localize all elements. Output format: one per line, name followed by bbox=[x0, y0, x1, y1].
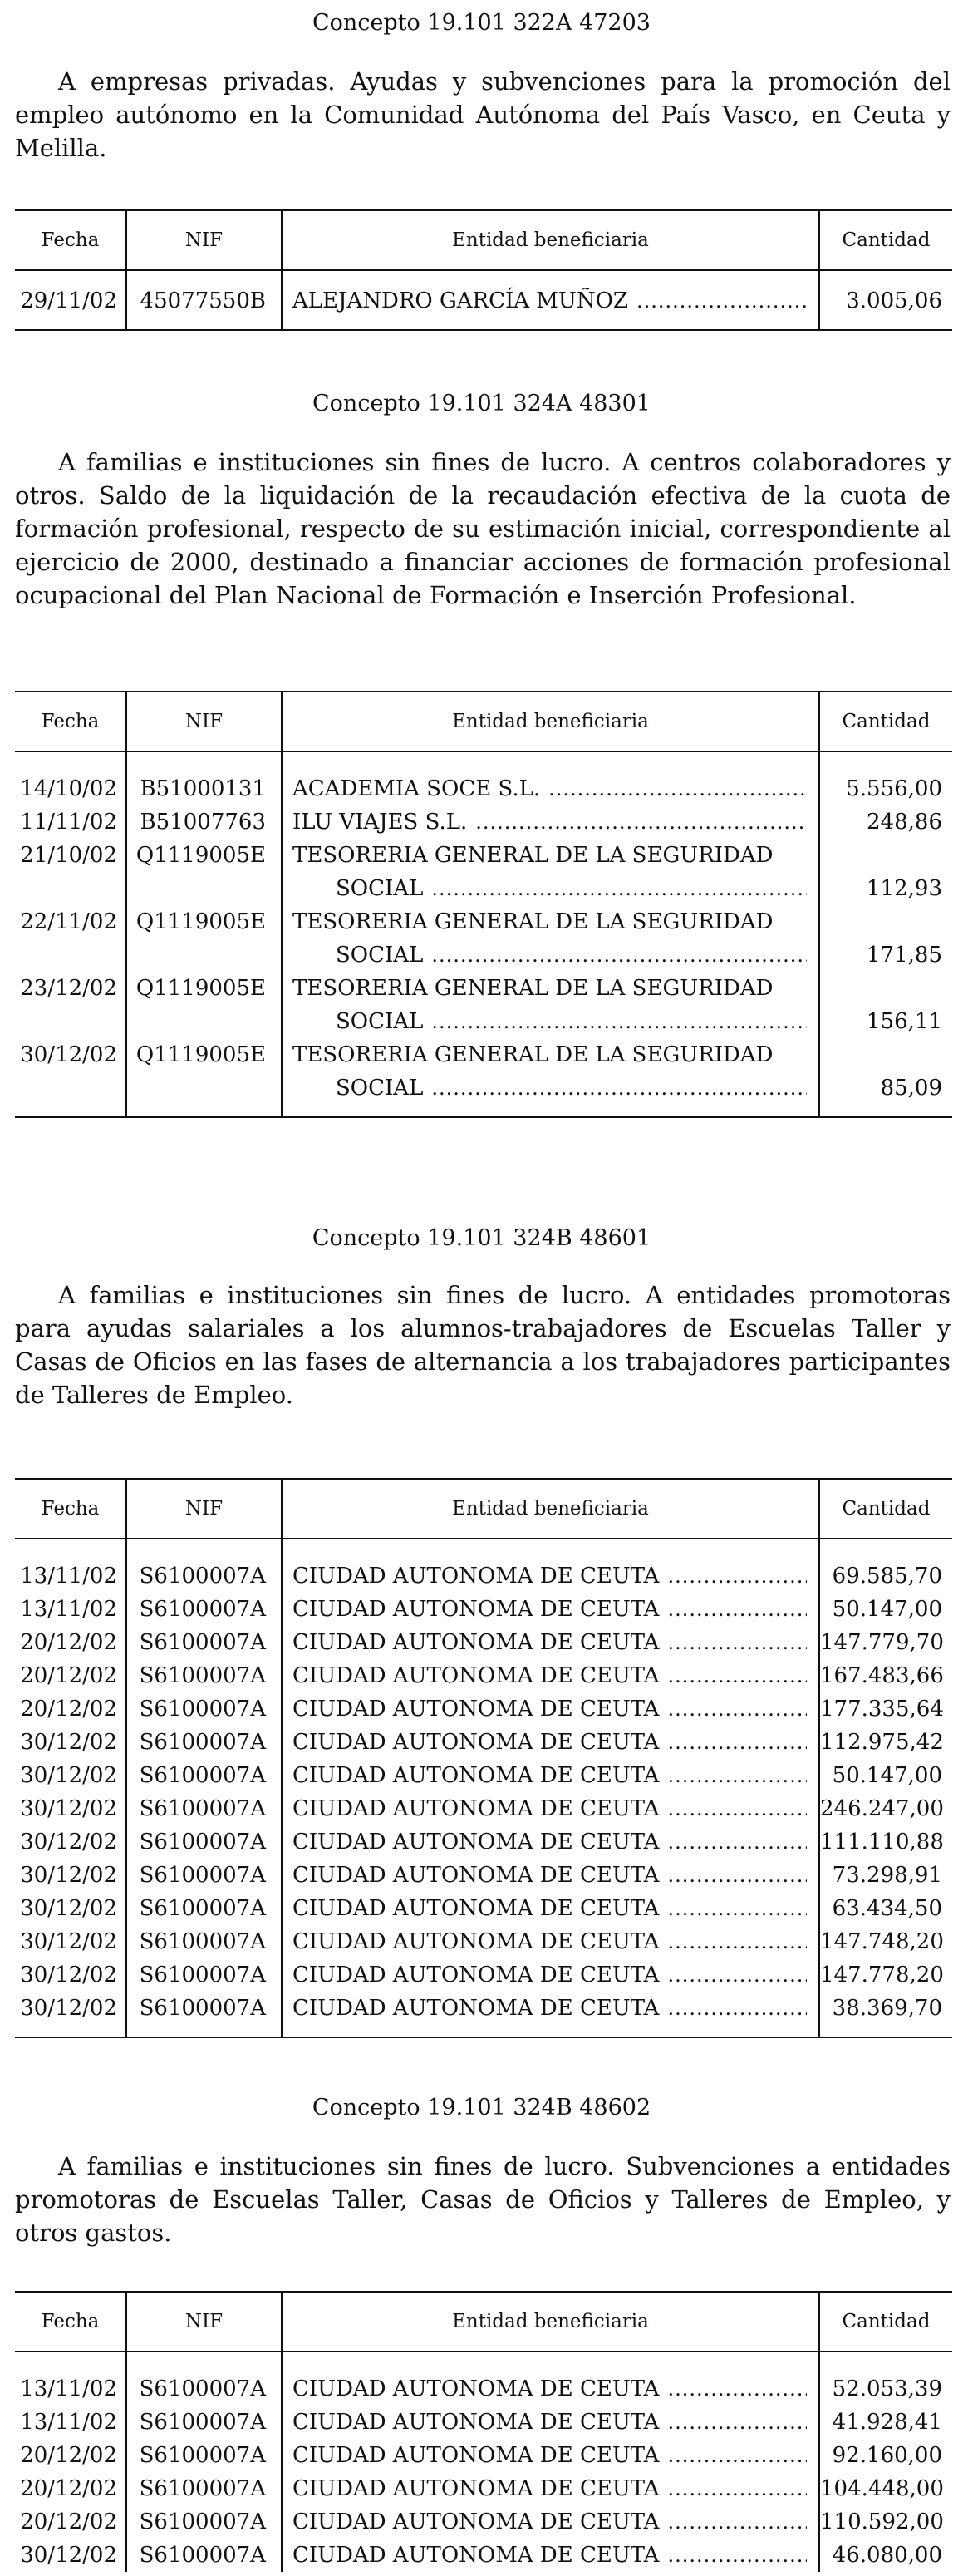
dot-leader bbox=[667, 1659, 807, 1692]
cantidad-cell: 147.779,70 bbox=[819, 1626, 952, 1659]
dot-leader bbox=[636, 284, 807, 318]
entidad-name: CIUDAD AUTONOMA DE CEUTA bbox=[292, 1929, 660, 1954]
entidad-name-continued: SOCIAL bbox=[336, 943, 424, 968]
concepto-heading: Concepto 19.101 324B 48601 bbox=[312, 1225, 651, 1251]
cantidad-cell: 147.748,20 bbox=[819, 1925, 952, 1958]
nif-cell: Q1119005E bbox=[126, 905, 282, 972]
fecha-cell: 20/12/02 bbox=[20, 2476, 117, 2501]
entidad-name: TESORERIA GENERAL DE LA SEGURIDAD bbox=[292, 909, 774, 934]
dot-leader bbox=[431, 1005, 807, 1038]
entidad-name: ALEJANDRO GARCÍA MUÑOZ bbox=[292, 288, 628, 313]
nif-cell: B51000131 bbox=[126, 772, 282, 805]
entidad-cell bbox=[282, 2372, 819, 2406]
dot-leader bbox=[667, 1892, 807, 1925]
table-row bbox=[15, 1659, 952, 1692]
cantidad-cell: 104.448,00 bbox=[819, 2472, 952, 2505]
nif-cell: B51007763 bbox=[126, 805, 282, 839]
fecha-cell: 22/11/02 bbox=[20, 909, 117, 934]
table-row bbox=[15, 1593, 952, 1626]
cantidad-cell bbox=[819, 905, 952, 972]
table-row bbox=[15, 1925, 952, 1958]
fecha-cell: 11/11/02 bbox=[20, 810, 117, 835]
nif-cell: S6100007A bbox=[126, 2472, 282, 2505]
table-row bbox=[15, 284, 952, 318]
entidad-cell bbox=[282, 284, 819, 318]
table-row bbox=[15, 2025, 952, 2037]
entidad-name: CIUDAD AUTONOMA DE CEUTA bbox=[292, 1896, 660, 1921]
fecha-cell: 29/11/02 bbox=[20, 288, 117, 313]
header-fecha: Fecha bbox=[15, 692, 126, 751]
table-row bbox=[15, 751, 952, 772]
table-row bbox=[15, 1559, 952, 1593]
dot-leader bbox=[475, 805, 807, 839]
table-row bbox=[15, 1038, 952, 1105]
nif-cell: S6100007A bbox=[126, 2372, 282, 2406]
entidad-name-continued: SOCIAL bbox=[336, 876, 424, 901]
cantidad-cell: 46.080,00 bbox=[819, 2539, 952, 2572]
nif-cell: S6100007A bbox=[126, 1626, 282, 1659]
table-row bbox=[15, 772, 952, 805]
entidad-name: CIUDAD AUTONOMA DE CEUTA bbox=[292, 1996, 660, 2021]
cantidad-cell: 147.778,20 bbox=[819, 1958, 952, 1992]
fecha-cell: 13/11/02 bbox=[20, 2377, 117, 2401]
fecha-cell: 30/12/02 bbox=[20, 1863, 117, 1888]
header-fecha: Fecha bbox=[15, 1479, 126, 1539]
cantidad-cell: 73.298,91 bbox=[819, 1859, 952, 1892]
entidad-cell bbox=[282, 772, 819, 805]
table-row bbox=[15, 805, 952, 839]
fecha-cell: 20/12/02 bbox=[20, 1697, 117, 1721]
entidad-name: CIUDAD AUTONOMA DE CEUTA bbox=[292, 1863, 660, 1888]
beneficiaries-table bbox=[15, 691, 952, 1118]
table-row bbox=[15, 1726, 952, 1759]
entidad-name: CIUDAD AUTONOMA DE CEUTA bbox=[292, 1597, 660, 1622]
header-entidad: Entidad beneficiaria bbox=[282, 692, 819, 751]
dot-leader bbox=[667, 2539, 807, 2572]
header-cantidad: Cantidad bbox=[819, 2292, 952, 2352]
nif-cell: S6100007A bbox=[126, 1859, 282, 1892]
table-row bbox=[15, 2439, 952, 2472]
fecha-cell: 30/12/02 bbox=[20, 1996, 117, 2021]
entidad-cell bbox=[282, 1792, 819, 1825]
dot-leader bbox=[667, 1559, 807, 1593]
table-row bbox=[15, 1692, 952, 1726]
nif-cell: S6100007A bbox=[126, 1759, 282, 1792]
entidad-name: CIUDAD AUTONOMA DE CEUTA bbox=[292, 1963, 660, 1987]
entidad-name: CIUDAD AUTONOMA DE CEUTA bbox=[292, 2377, 660, 2401]
dot-leader bbox=[667, 1958, 807, 1992]
table-row bbox=[15, 905, 952, 972]
nif-cell: S6100007A bbox=[126, 1692, 282, 1726]
fecha-cell: 21/10/02 bbox=[20, 843, 117, 868]
nif-cell: Q1119005E bbox=[126, 972, 282, 1038]
entidad-name: CIUDAD AUTONOMA DE CEUTA bbox=[292, 2410, 660, 2435]
cantidad-cell bbox=[819, 1038, 952, 1105]
entidad-name-continued: SOCIAL bbox=[336, 1009, 424, 1034]
entidad-cell bbox=[282, 1038, 819, 1105]
nif-cell: S6100007A bbox=[126, 2439, 282, 2472]
cantidad-cell: 5.556,00 bbox=[819, 772, 952, 805]
entidad-name: TESORERIA GENERAL DE LA SEGURIDAD bbox=[292, 976, 774, 1001]
cantidad-cell: 52.053,39 bbox=[819, 2372, 952, 2406]
fecha-cell: 30/12/02 bbox=[20, 1963, 117, 1987]
table-row bbox=[15, 270, 952, 284]
fecha-cell: 13/11/02 bbox=[20, 2410, 117, 2435]
cantidad-value: 85,09 bbox=[880, 1076, 942, 1101]
entidad-name: TESORERIA GENERAL DE LA SEGURIDAD bbox=[292, 843, 774, 868]
header-cantidad: Cantidad bbox=[819, 210, 952, 270]
entidad-cell bbox=[282, 1859, 819, 1892]
entidad-name-continued: SOCIAL bbox=[336, 1076, 424, 1101]
dot-leader bbox=[667, 2505, 807, 2539]
table-row bbox=[15, 2352, 952, 2372]
table-row bbox=[15, 2539, 952, 2572]
entidad-cell bbox=[282, 1958, 819, 1992]
fecha-cell: 30/12/02 bbox=[20, 1830, 117, 1854]
table-row bbox=[15, 1759, 952, 1792]
nif-cell: S6100007A bbox=[126, 2539, 282, 2572]
entidad-name: CIUDAD AUTONOMA DE CEUTA bbox=[292, 1763, 660, 1788]
concepto-heading: Concepto 19.101 322A 47203 bbox=[312, 10, 651, 36]
fecha-cell: 30/12/02 bbox=[20, 1763, 117, 1788]
fecha-cell: 30/12/02 bbox=[20, 1730, 117, 1755]
concepto-description: A familias e instituciones sin fines de lucro. A centros colaboradores y otros. Saldo de la liquidación de la recaudación efectiva de la cuota de formación profesional, respecto de su estimación inicial, correspondiente al ejercicio de 2000, destinado a financiar acciones de formación profesional ocupacional del Plan Nacional de Formación e Inserción Profesional. bbox=[15, 448, 951, 609]
fecha-cell: 20/12/02 bbox=[20, 1630, 117, 1655]
entidad-name: ACADEMIA SOCE S.L. bbox=[292, 776, 541, 801]
dot-leader bbox=[548, 772, 807, 805]
table-row bbox=[15, 2372, 952, 2406]
entidad-cell bbox=[282, 2406, 819, 2439]
entidad-cell bbox=[282, 1925, 819, 1958]
dot-leader bbox=[667, 1859, 807, 1892]
cantidad-cell: 92.160,00 bbox=[819, 2439, 952, 2472]
dot-leader bbox=[431, 872, 807, 905]
fecha-cell: 30/12/02 bbox=[20, 1929, 117, 1954]
entidad-cell bbox=[282, 1559, 819, 1593]
nif-cell: S6100007A bbox=[126, 1892, 282, 1925]
cantidad-cell: 41.928,41 bbox=[819, 2406, 952, 2439]
header-entidad: Entidad beneficiaria bbox=[282, 210, 819, 270]
concepto-description: A familias e instituciones sin fines de lucro. A entidades promotoras para ayudas salariales a los alumnos-trabajadores de Escuelas Taller y Casas de Oficios en las fases de alternancia a los trabajadores participantes de Talleres de Empleo. bbox=[15, 1281, 951, 1409]
fecha-cell: 13/11/02 bbox=[20, 1597, 117, 1622]
cantidad-cell: 246.247,00 bbox=[819, 1792, 952, 1825]
nif-cell: S6100007A bbox=[126, 1992, 282, 2025]
entidad-cell bbox=[282, 2539, 819, 2572]
beneficiaries-table bbox=[15, 2291, 952, 2572]
dot-leader bbox=[431, 938, 807, 972]
fecha-cell: 30/12/02 bbox=[20, 1896, 117, 1921]
dot-leader bbox=[667, 1759, 807, 1792]
entidad-name: ILU VIAJES S.L. bbox=[292, 810, 468, 835]
table-row bbox=[15, 2505, 952, 2539]
entidad-name: CIUDAD AUTONOMA DE CEUTA bbox=[292, 1730, 660, 1755]
dot-leader bbox=[667, 1692, 807, 1726]
concepto-description: A familias e instituciones sin fines de lucro. Subvenciones a entidades promotoras de Escuelas Taller, Casas de Oficios y Talleres de Empleo, y otros gastos. bbox=[15, 2152, 951, 2247]
nif-cell: S6100007A bbox=[126, 1726, 282, 1759]
header-fecha: Fecha bbox=[15, 210, 126, 270]
entidad-name: CIUDAD AUTONOMA DE CEUTA bbox=[292, 1630, 660, 1655]
beneficiaries-table bbox=[15, 1478, 952, 2038]
cantidad-cell: 38.369,70 bbox=[819, 1992, 952, 2025]
entidad-name: CIUDAD AUTONOMA DE CEUTA bbox=[292, 1564, 660, 1588]
entidad-name: CIUDAD AUTONOMA DE CEUTA bbox=[292, 2543, 660, 2568]
table-row bbox=[15, 1859, 952, 1892]
entidad-cell bbox=[282, 1892, 819, 1925]
entidad-name: TESORERIA GENERAL DE LA SEGURIDAD bbox=[292, 1042, 774, 1067]
nif-cell: S6100007A bbox=[126, 1825, 282, 1859]
cantidad-value: 171,85 bbox=[867, 943, 942, 968]
nif-cell: S6100007A bbox=[126, 1925, 282, 1958]
dot-leader bbox=[667, 1792, 807, 1825]
cantidad-cell: 50.147,00 bbox=[819, 1759, 952, 1792]
concepto-heading: Concepto 19.101 324A 48301 bbox=[312, 391, 651, 416]
cantidad-cell: 112.975,42 bbox=[819, 1726, 952, 1759]
entidad-name: CIUDAD AUTONOMA DE CEUTA bbox=[292, 1697, 660, 1721]
header-entidad: Entidad beneficiaria bbox=[282, 2292, 819, 2352]
table-row bbox=[15, 1539, 952, 1559]
table-row bbox=[15, 1992, 952, 2025]
nif-cell: S6100007A bbox=[126, 1593, 282, 1626]
table-row bbox=[15, 1105, 952, 1117]
cantidad-cell: 63.434,50 bbox=[819, 1892, 952, 1925]
nif-cell: S6100007A bbox=[126, 2406, 282, 2439]
table-row bbox=[15, 1825, 952, 1859]
entidad-cell bbox=[282, 1692, 819, 1726]
dot-leader bbox=[431, 1071, 807, 1105]
nif-cell: Q1119005E bbox=[126, 839, 282, 905]
header-nif: NIF bbox=[126, 2292, 282, 2352]
entidad-name: CIUDAD AUTONOMA DE CEUTA bbox=[292, 1663, 660, 1688]
entidad-name: CIUDAD AUTONOMA DE CEUTA bbox=[292, 2476, 660, 2501]
table-row bbox=[15, 318, 952, 330]
entidad-cell bbox=[282, 972, 819, 1038]
header-entidad: Entidad beneficiaria bbox=[282, 1479, 819, 1539]
table-row bbox=[15, 2472, 952, 2505]
dot-leader bbox=[667, 2439, 807, 2472]
header-nif: NIF bbox=[126, 210, 282, 270]
header-nif: NIF bbox=[126, 1479, 282, 1539]
fecha-cell: 20/12/02 bbox=[20, 1663, 117, 1688]
cantidad-cell: 177.335,64 bbox=[819, 1692, 952, 1726]
entidad-name: CIUDAD AUTONOMA DE CEUTA bbox=[292, 2443, 660, 2468]
cantidad-value: 112,93 bbox=[867, 876, 942, 901]
header-fecha: Fecha bbox=[15, 2292, 126, 2352]
dot-leader bbox=[667, 1825, 807, 1859]
table-row bbox=[15, 1892, 952, 1925]
dot-leader bbox=[667, 2406, 807, 2439]
entidad-cell bbox=[282, 1659, 819, 1692]
cantidad-cell: 167.483,66 bbox=[819, 1659, 952, 1692]
entidad-cell bbox=[282, 805, 819, 839]
header-cantidad: Cantidad bbox=[819, 1479, 952, 1539]
entidad-cell bbox=[282, 905, 819, 972]
fecha-cell: 30/12/02 bbox=[20, 1796, 117, 1821]
fecha-cell: 14/10/02 bbox=[20, 776, 117, 801]
cantidad-cell: 248,86 bbox=[819, 805, 952, 839]
dot-leader bbox=[667, 1626, 807, 1659]
table-row bbox=[15, 1626, 952, 1659]
dot-leader bbox=[667, 2372, 807, 2406]
beneficiaries-table bbox=[15, 209, 952, 331]
entidad-name: CIUDAD AUTONOMA DE CEUTA bbox=[292, 1796, 660, 1821]
header-nif: NIF bbox=[126, 692, 282, 751]
entidad-cell bbox=[282, 1726, 819, 1759]
cantidad-cell: 50.147,00 bbox=[819, 1593, 952, 1626]
cantidad-value: 156,11 bbox=[867, 1009, 942, 1034]
entidad-cell bbox=[282, 1593, 819, 1626]
cantidad-cell: 3.005,06 bbox=[819, 284, 952, 318]
concepto-heading: Concepto 19.101 324B 48602 bbox=[312, 2095, 651, 2120]
fecha-cell: 30/12/02 bbox=[20, 1042, 117, 1067]
fecha-cell: 20/12/02 bbox=[20, 2443, 117, 2468]
entidad-cell bbox=[282, 2472, 819, 2505]
table-row bbox=[15, 839, 952, 905]
nif-cell: S6100007A bbox=[126, 2505, 282, 2539]
fecha-cell: 23/12/02 bbox=[20, 976, 117, 1001]
dot-leader bbox=[667, 1593, 807, 1626]
fecha-cell: 30/12/02 bbox=[20, 2543, 117, 2568]
table-row bbox=[15, 2406, 952, 2439]
nif-cell: Q1119005E bbox=[126, 1038, 282, 1105]
nif-cell: S6100007A bbox=[126, 1559, 282, 1593]
entidad-name: CIUDAD AUTONOMA DE CEUTA bbox=[292, 2510, 660, 2534]
concepto-description: A empresas privadas. Ayudas y subvenciones para la promoción del empleo autónomo en la Comunidad Autónoma del País Vasco, en Ceuta y Melilla. bbox=[15, 67, 951, 162]
dot-leader bbox=[667, 2472, 807, 2505]
cantidad-cell: 110.592,00 bbox=[819, 2505, 952, 2539]
table-row bbox=[15, 972, 952, 1038]
table-row bbox=[15, 1792, 952, 1825]
nif-cell: S6100007A bbox=[126, 1659, 282, 1692]
fecha-cell: 20/12/02 bbox=[20, 2510, 117, 2534]
dot-leader bbox=[667, 1726, 807, 1759]
table-row bbox=[15, 1958, 952, 1992]
nif-cell: S6100007A bbox=[126, 1792, 282, 1825]
entidad-cell bbox=[282, 1825, 819, 1859]
nif-cell: S6100007A bbox=[126, 1958, 282, 1992]
entidad-cell bbox=[282, 1992, 819, 2025]
fecha-cell: 13/11/02 bbox=[20, 1564, 117, 1588]
entidad-cell bbox=[282, 1626, 819, 1659]
entidad-cell bbox=[282, 1759, 819, 1792]
entidad-cell bbox=[282, 2439, 819, 2472]
nif-cell: 45077550B bbox=[126, 284, 282, 318]
entidad-cell bbox=[282, 839, 819, 905]
dot-leader bbox=[667, 1925, 807, 1958]
cantidad-cell bbox=[819, 972, 952, 1038]
entidad-name: CIUDAD AUTONOMA DE CEUTA bbox=[292, 1830, 660, 1854]
header-cantidad: Cantidad bbox=[819, 692, 952, 751]
cantidad-cell: 69.585,70 bbox=[819, 1559, 952, 1593]
entidad-cell bbox=[282, 2505, 819, 2539]
cantidad-cell: 111.110,88 bbox=[819, 1825, 952, 1859]
cantidad-cell bbox=[819, 839, 952, 905]
dot-leader bbox=[667, 1992, 807, 2025]
